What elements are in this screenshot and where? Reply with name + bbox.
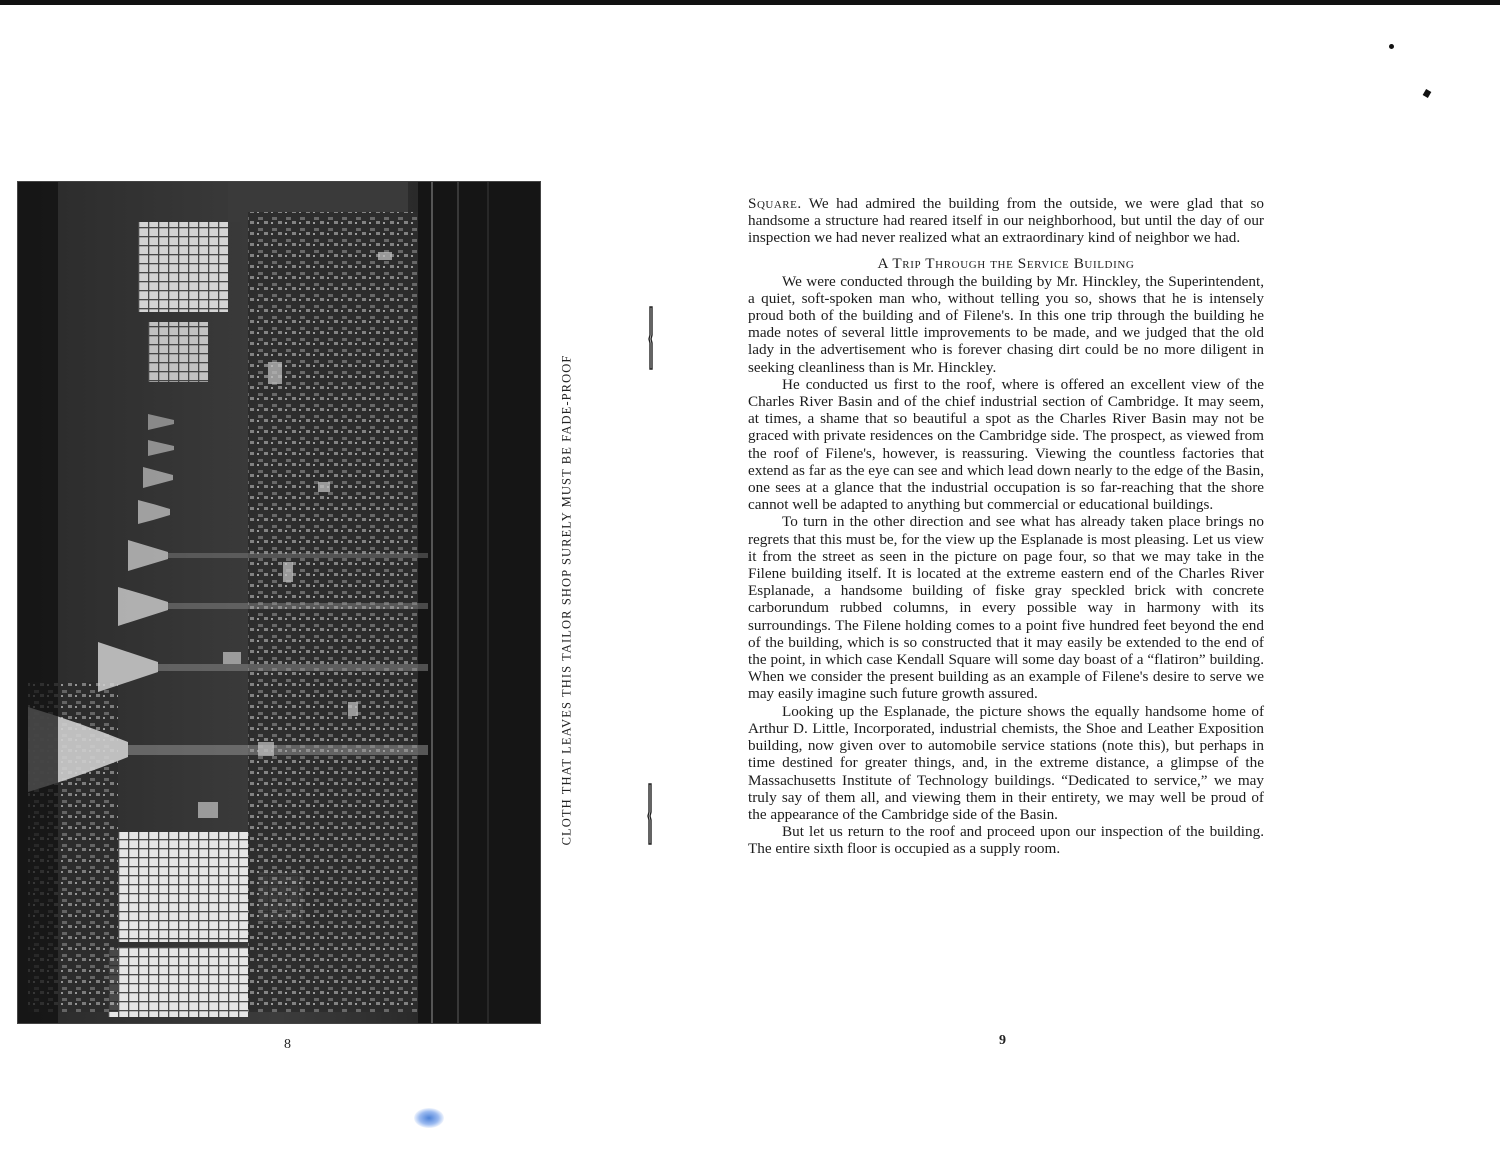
- article-text: [748, 195, 1264, 858]
- paragraph: But let us return to the roof and proceed upon our inspection of the building. The entire sixth floor is occupied as a supply room.: [748, 823, 1264, 858]
- page-number-right: 9: [999, 1033, 1006, 1048]
- binding-mark: [645, 782, 655, 850]
- tailor-shop-photograph: [17, 181, 541, 1024]
- opening-word: Square.: [748, 195, 802, 212]
- opening-paragraph: [748, 195, 1264, 247]
- paragraph: Looking up the Esplanade, the picture shows the equally handsome home of Arthur D. Little, Incorporated, industrial chemists, the Shoe and Leather Exposition building, now given over to automobile service stations (note this), but perhaps in time destined for greater things, and, in the extreme distance, a glimpse of the Massachusetts Institute of Technology buildings. “Dedicated to service,” we may truly say of them all, and viewing them in their entirety, we may well be proud of the appearance of the Cambridge side of the Basin.: [748, 702, 1264, 823]
- scan-smudge: [414, 1108, 444, 1128]
- section-heading: A Trip Through the Service Building: [877, 254, 1135, 272]
- scan-speck: [1423, 89, 1432, 98]
- scan-top-edge: [0, 0, 1500, 5]
- paragraph: To turn in the other direction and see what has already taken place brings no regrets that this must be, for the view up the Esplanade is most pleasing. Let us view it from the street as seen in the picture on page four, so that we may take in the Filene building itself. It is located at the extreme eastern end of the Charles River Esplanade, a handsome building of fiske gray speckled brick with concrete carborundum rubbed columns, in every possible way in harmony with its surroundings. The Filene holding comes to a point five hundred feet beyond the end of the building, which is so constructed that it may easily be extended to the end of the point, in which case Kendall Square will some day boast of a “flatiron” building. When we consider the present building as an example of Filene's desire to serve we may easily imagine such future growth assured.: [748, 513, 1264, 703]
- binding-mark: [646, 305, 656, 375]
- paragraph: We were conducted through the building by Mr. Hinckley, the Superintendent, a quiet, soft-spoken man who, without telling you so, shows that he is intensely proud both of the building and of Filene's. In this one trip through the building he made notes of several little improvements to be made, and we judged that the old lady in the advertisement who is forever chasing dirt could be no more diligent in seeking cleanliness than is Mr. Hinckley.: [748, 272, 1264, 376]
- opening-text: We had admired the building from the outside, we were glad that so handsome a structure had reared itself in our neighborhood, but until the day of our inspection we had never realized what an extraordinary kind of neighbor we had.: [748, 195, 1264, 247]
- paragraph: He conducted us first to the roof, where is offered an excellent view of the Charles River Basin and of the chief industrial section of Cambridge. It may seem, at times, a shame that so beautiful a spot as the Charles River Basin may not be graced with private residences on the Cambridge side. The prospect, as viewed from the roof of Filene's, however, is reassuring. Viewing the countless factories that extend as far as the eye can see and which lead down nearly to the edge of the Basin, one sees at a glance that the industrial occupation is so far-reaching that the shore cannot well be adapted to anything but commercial or educational buildings.: [748, 375, 1264, 514]
- scan-speck: [1389, 44, 1394, 49]
- page-number-left: 8: [284, 1037, 291, 1052]
